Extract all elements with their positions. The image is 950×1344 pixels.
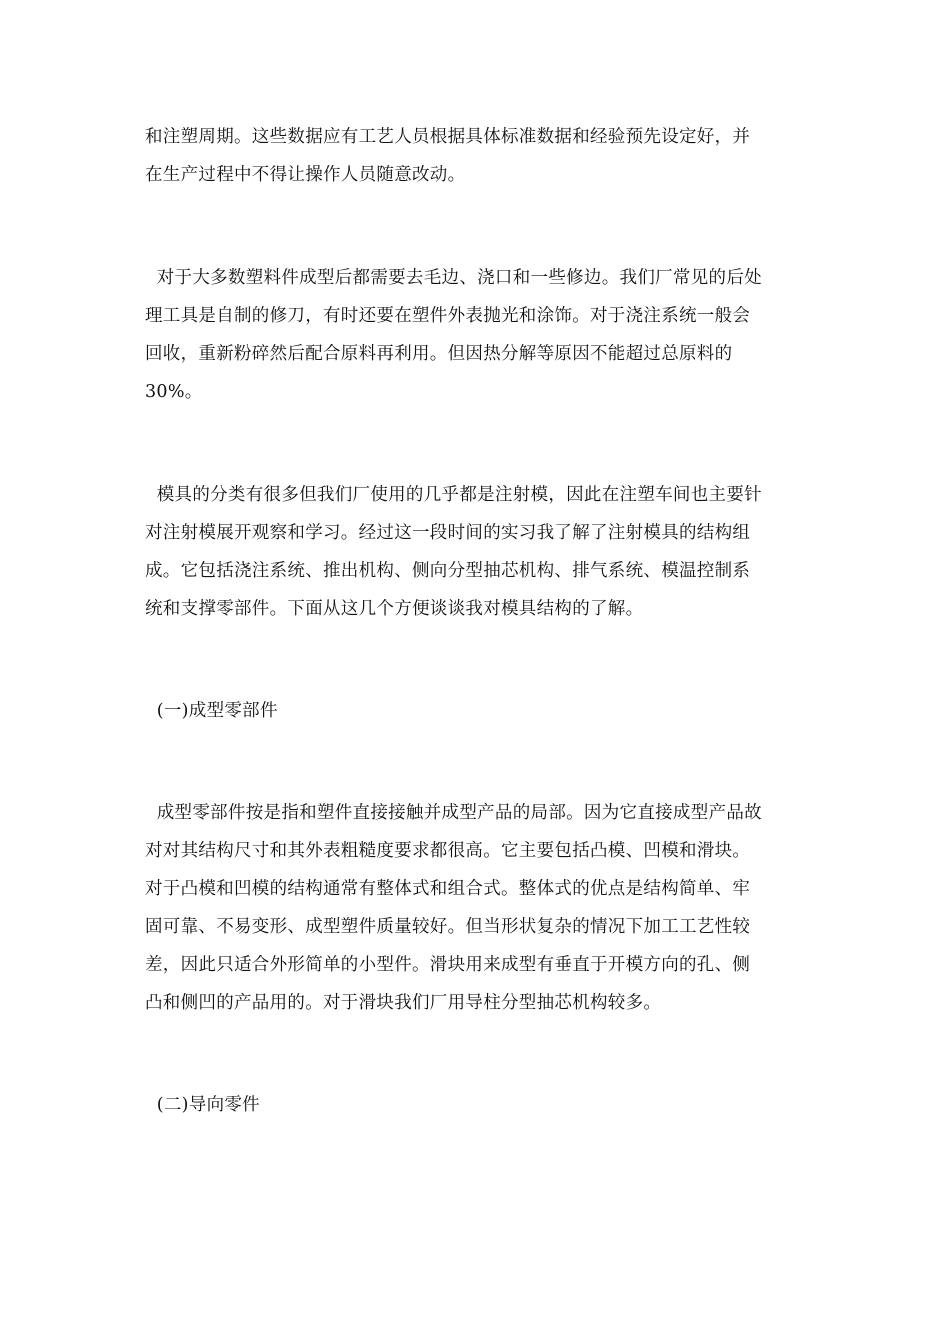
paragraph-4-line-5: 差，因此只适合外形简单的小型件。滑块用来成型有垂直于开模方向的孔、侧 [145, 955, 751, 975]
paragraph-3-line-3: 成。它包括浇注系统、推出机构、侧向分型抽芯机构、排气系统、模温控制系 [145, 561, 751, 581]
section-heading-1: (一)成型零部件 [145, 701, 278, 721]
paragraph-3-line-4: 统和支撑零部件。下面从这几个方便谈谈我对模具结构的了解。 [145, 599, 644, 619]
paragraph-4-line-3: 对于凸模和凹模的结构通常有整体式和组合式。整体式的优点是结构简单、牢 [145, 879, 751, 899]
paragraph-3-line-2: 对注射模展开观察和学习。经过这一段时间的实习我了解了注射模具的结构组 [145, 523, 751, 543]
paragraph-4-line-4: 固可靠、不易变形、成型塑件质量较好。但当形状复杂的情况下加工工艺性较 [145, 917, 751, 937]
paragraph-4-line-1: 成型零部件按是指和塑件直接接触并成型产品的局部。因为它直接成型产品故 [145, 803, 762, 823]
paragraph-3-line-1: 模具的分类有很多但我们厂使用的几乎都是注射模，因此在注塑车间也主要针 [145, 485, 762, 505]
paragraph-2-line-3: 回收，重新粉碎然后配合原料再利用。但因热分解等原因不能超过总原料的 [145, 344, 733, 364]
paragraph-2-line-4: 30%。 [145, 382, 203, 402]
paragraph-4-line-6: 凸和侧凹的产品用的。对于滑块我们厂用导柱分型抽芯机构较多。 [145, 993, 662, 1013]
paragraph-2-line-1: 对于大多数塑料件成型后都需要去毛边、浇口和一些修边。我们厂常见的后处 [145, 268, 762, 288]
paragraph-1-line-2: 在生产过程中不得让操作人员随意改动。 [145, 165, 466, 185]
paragraph-2-line-2: 理工具是自制的修刀，有时还要在塑件外表抛光和涂饰。对于浇注系统一般会 [145, 306, 751, 326]
paragraph-1-line-1: 和注塑周期。这些数据应有工艺人员根据具体标准数据和经验预先设定好，并 [145, 127, 751, 147]
paragraph-4-line-2: 对对其结构尺寸和其外表粗糙度要求都很高。它主要包括凸模、凹模和滑块。 [145, 841, 751, 861]
section-heading-2: (二)导向零件 [145, 1095, 260, 1115]
